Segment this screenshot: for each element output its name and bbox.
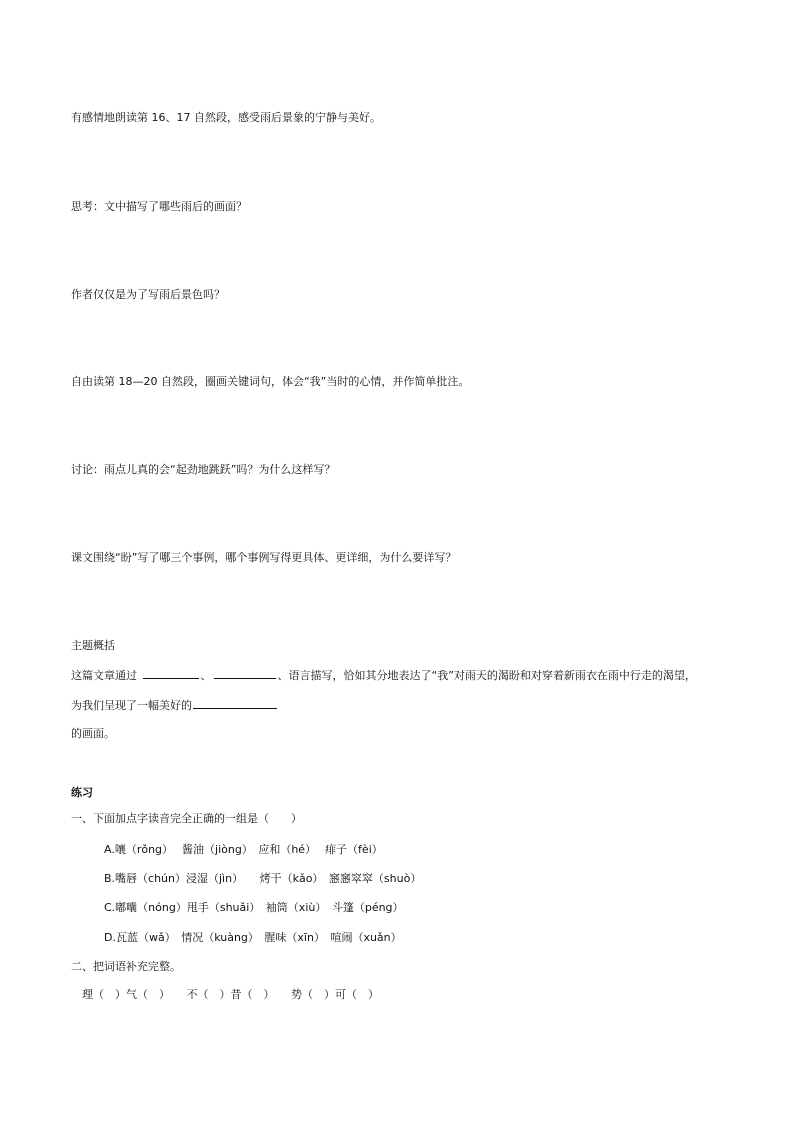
option-d: D.瓦蓝（wǎ） 情况（kuàng） 腥味（xīn） 喧闹（xuǎn） bbox=[104, 931, 402, 944]
paragraph-think: 思考：文中描写了哪些雨后的画面？ bbox=[71, 200, 247, 213]
theme-line-1-prefix: 这篇文章通过 bbox=[71, 669, 137, 682]
paragraph-events: 课文围绕“盼”写了哪三个事例，哪个事例写得更具体、更详细，为什么要详写？ bbox=[71, 551, 457, 564]
theme-line-1-suffix: 、语言描写，恰如其分地表达了“我”对雨天的渴盼和对穿着新雨衣在雨中行走的渴望， bbox=[277, 669, 696, 682]
option-b: B.嘴唇（chún）浸湿（jìn） 烤干（kǎo） 窸窸窣窣（shuò） bbox=[104, 872, 422, 885]
fill-blank-2[interactable] bbox=[214, 667, 276, 679]
theme-line-1-sep: 、 bbox=[200, 669, 212, 682]
option-c: C.嘟囔（nóng）甩手（shuǎi） 袖筒（xiù） 斗篷（péng） bbox=[104, 901, 404, 914]
theme-line-2-prefix: 为我们呈现了一幅美好的 bbox=[71, 699, 192, 712]
question-1: 一、下面加点字读音完全正确的一组是（ ） bbox=[71, 812, 302, 825]
theme-line-1 bbox=[71, 667, 696, 684]
exercise-heading: 练习 bbox=[71, 786, 93, 799]
option-a: A.嚷（rǒng） 酱油（jiòng） 应和（hé） 痱子（fèi） bbox=[104, 843, 383, 856]
fill-blank-3[interactable] bbox=[193, 697, 277, 709]
paragraph-free-read: 自由读第 18—20 自然段，圈画关键词句，体会“我”当时的心情，并作简单批注。 bbox=[71, 375, 470, 388]
fill-blank-1[interactable] bbox=[143, 667, 199, 679]
word-fill-line: 理（ ）气（ ） 不（ ）昔（ ） 势（ ）可（ ） bbox=[82, 988, 379, 1001]
question-2: 二、把词语补充完整。 bbox=[71, 960, 181, 973]
theme-heading: 主题概括 bbox=[71, 639, 115, 652]
paragraph-read-aloud: 有感情地朗读第 16、17 自然段，感受雨后景象的宁静与美好。 bbox=[71, 111, 381, 124]
theme-line-3: 的画面。 bbox=[71, 727, 115, 740]
paragraph-discussion: 讨论：雨点儿真的会“起劲地跳跃”吗？为什么这样写？ bbox=[71, 463, 336, 476]
paragraph-question: 作者仅仅是为了写雨后景色吗？ bbox=[71, 288, 225, 301]
theme-line-2 bbox=[71, 697, 277, 714]
